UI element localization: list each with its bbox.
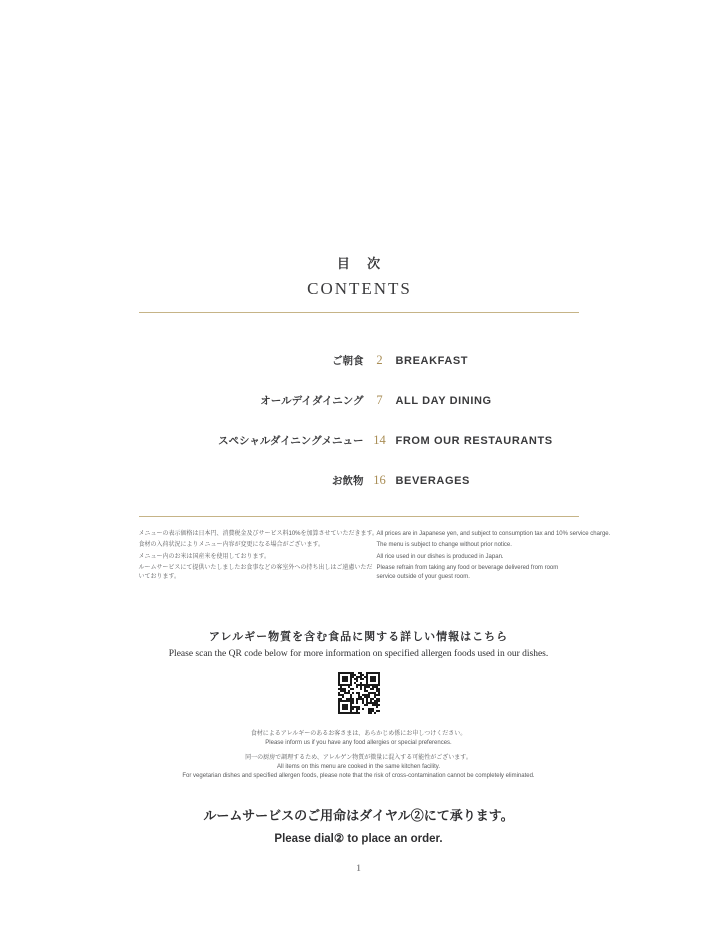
page-title-english: CONTENTS	[307, 279, 412, 298]
fine-print-notes	[138, 530, 611, 581]
note-ja: メニュー内のお米は国産米を使用しております。	[138, 553, 271, 560]
note-ja: ルームサービスにて提供いたしましたお食事などの客室外への持ち出しはご遠慮いただいております。	[138, 565, 373, 580]
note-ja: 食材の入荷状況によりメニュー内容が変更になる場合がございます。	[138, 542, 325, 549]
toc-label-en: ALL DAY DINING	[395, 395, 492, 407]
allergen-section	[139, 628, 579, 780]
dial-instruction	[139, 805, 579, 845]
content-column	[138, 0, 611, 846]
toc-label-en: BEVERAGES	[395, 475, 470, 487]
cross-contamination-ja: 同一の厨房で調理するため、アレルゲン物質が微量に混入する可能性がございます。	[245, 755, 472, 762]
cross-contamination-en-1: All items on this menu are cooked in the same kitchen facility.	[277, 764, 440, 771]
allergy-request-ja: 食材によるアレルギーのあるお客さまは、あらかじめ係にお申しつけください。	[250, 730, 467, 737]
page-title-japanese: 目 次	[336, 256, 388, 271]
qr-code	[139, 672, 579, 719]
toc-label-ja: ご朝食	[332, 355, 364, 367]
toc-row-from-our-restaurants	[139, 433, 579, 448]
note-en: Please refrain from taking any food or beverage delivered from room service outside of your guest room.	[376, 565, 559, 580]
note-row-takeout	[139, 564, 579, 581]
allergen-heading-ja: アレルギー物質を含む食品に関する詳しい情報はこちら	[208, 630, 509, 643]
allergy-request-note	[139, 730, 579, 747]
toc-label-ja: お飲物	[332, 475, 364, 487]
toc-label-en: FROM OUR RESTAURANTS	[395, 435, 553, 447]
note-row-prices	[138, 530, 611, 538]
note-row-menu-change	[139, 541, 579, 549]
cross-contamination-note	[139, 754, 579, 780]
note-en: All rice used in our dishes is produced in Japan.	[376, 553, 504, 560]
table-of-contents	[139, 353, 579, 488]
note-en: All prices are in Japanese yen, and subject to consumption tax and 10% service charge.	[376, 531, 611, 537]
toc-label-en: BREAKFAST	[395, 355, 469, 367]
note-row-rice	[139, 553, 579, 561]
toc-page-number: 14	[373, 433, 386, 447]
toc-row-beverages	[139, 473, 579, 488]
toc-page-number: 7	[376, 393, 383, 407]
dial-instruction-en: Please dial② to place an order.	[274, 833, 443, 846]
toc-row-breakfast	[139, 353, 579, 368]
toc-label-ja: スペシャルダイニングメニュー	[218, 435, 364, 447]
allergy-request-en: Please inform us if you have any food allergies or special preferences.	[265, 739, 452, 746]
toc-page-number: 2	[376, 353, 383, 367]
toc-row-all-day-dining	[139, 393, 579, 408]
cross-contamination-en-2: For vegetarian dishes and specified allergen foods, please note that the risk of cross-contamination cannot be completely eliminated.	[182, 772, 535, 779]
note-en: The menu is subject to change without prior notice.	[376, 542, 512, 549]
note-ja: メニューの表示価格は日本円、消費税金及びサービス料10%を加算させていただきます。	[138, 531, 379, 537]
divider-bottom	[139, 516, 579, 517]
toc-page-number: 16	[373, 473, 386, 487]
page-number: 1	[356, 863, 361, 873]
dial-instruction-ja: ルームサービスのご用命はダイヤル②にて承ります。	[203, 808, 514, 824]
toc-label-ja: オールデイダイニング	[260, 395, 364, 407]
allergen-heading-en: Please scan the QR code below for more information on specified allergen foods used in our dishes.	[168, 648, 549, 659]
divider-top	[139, 312, 579, 313]
